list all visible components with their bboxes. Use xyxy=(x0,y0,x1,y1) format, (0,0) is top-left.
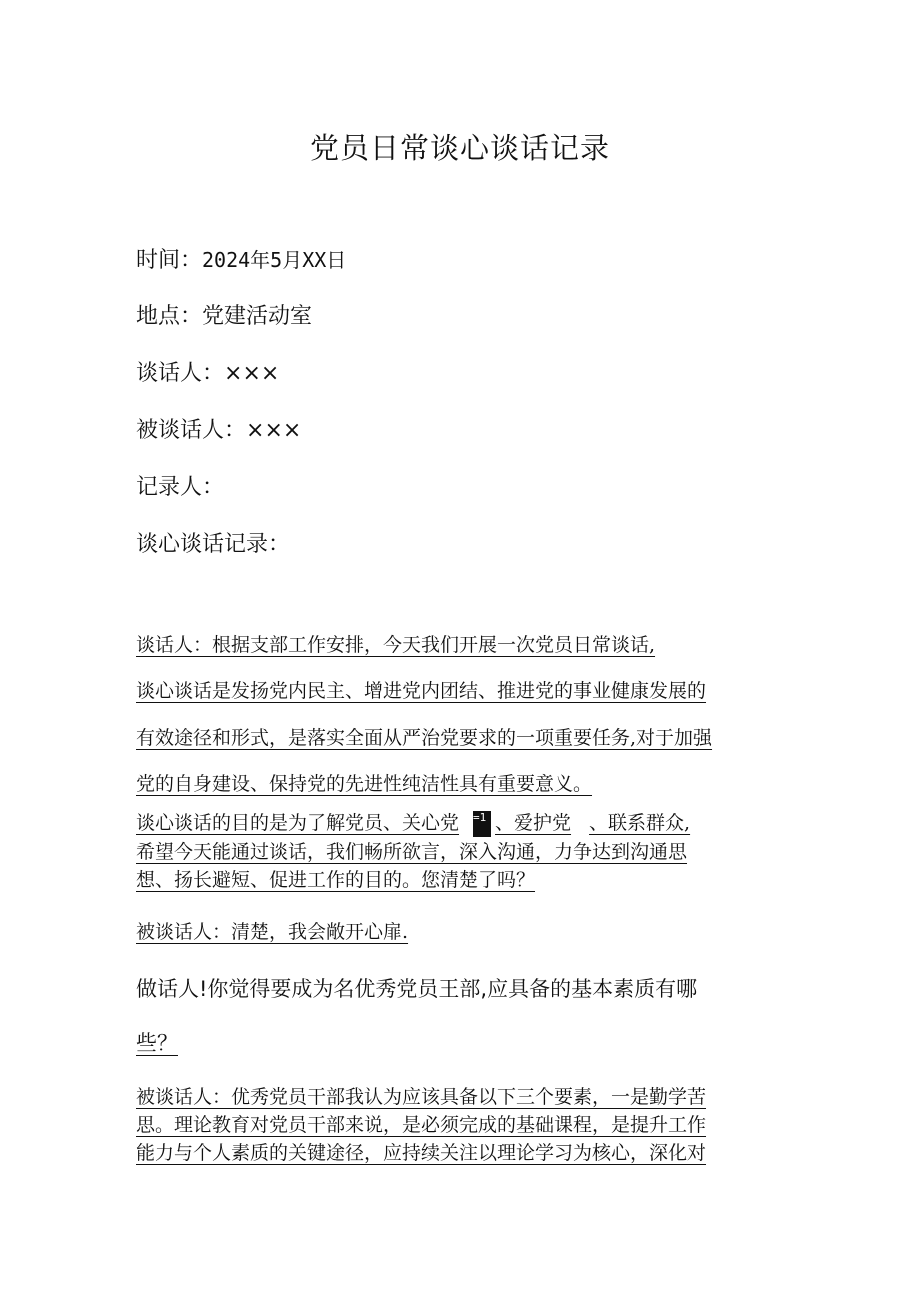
meta-recorder xyxy=(136,474,224,502)
meta-time xyxy=(136,246,346,275)
recorder-label: 记录人： xyxy=(136,475,225,500)
time-value: 2024年5月XX日 xyxy=(202,248,347,272)
paragraph-2-line-3: 想、扬长避短、促进工作的目的。您清楚了吗？ xyxy=(136,869,536,891)
listener-value: ××× xyxy=(246,418,302,443)
paragraph-2-text-c: 、联系群众, xyxy=(589,812,691,834)
paragraph-1-line-4: 党的自身建设、保持党的先进性纯洁性具有重要意义。 xyxy=(136,773,593,795)
paragraph-2-line-1 xyxy=(136,808,690,837)
meta-listener xyxy=(136,417,301,445)
paragraph-3: 被谈话人：清楚，我会敞开心扉. xyxy=(136,921,409,943)
paragraph-1-line-3: 有效途径和形式，是落实全面从严治党要求的一项重要任务,对于加强 xyxy=(136,727,713,749)
paragraph-4-line-1: 做话人!你觉得要成为名优秀党员王部,应具备的基本素质有哪 xyxy=(136,977,698,1001)
record-label: 谈心谈话记录： xyxy=(136,532,291,557)
meta-record xyxy=(136,531,290,559)
paragraph-5-line-1: 被谈话人：优秀党员干部我认为应该具备以下三个要素，一是勤学苦 xyxy=(136,1086,707,1108)
garbled-glyph: =1 4 xyxy=(473,811,491,837)
meta-speaker xyxy=(136,360,279,388)
document-title: 党员日常谈心谈话记录 xyxy=(309,131,610,165)
speaker-value: ××× xyxy=(224,361,280,386)
listener-label: 被谈话人： xyxy=(136,418,247,443)
paragraph-5-line-2: 思。理论教育对党员干部来说，是必须完成的基础课程，是提升工作 xyxy=(136,1114,707,1136)
place-label: 地点： xyxy=(136,304,203,329)
paragraph-1-line-1: 谈话人：根据支部工作安排，今天我们开展一次党员日常谈话, xyxy=(136,634,656,656)
paragraph-4-line-2: 些？ xyxy=(136,1031,178,1055)
place-value: 党建活动室 xyxy=(202,304,313,329)
paragraph-5-line-3: 能力与个人素质的关键途径，应持续关注以理论学习为核心，深化对 xyxy=(136,1142,707,1164)
paragraph-2-text-b: 、爱护党 xyxy=(495,812,572,834)
time-label: 时间： xyxy=(136,248,203,273)
paragraph-2-line-2: 希望今天能通过谈话，我们畅所欲言，深入沟通，力争达到沟通思 xyxy=(136,841,688,863)
meta-place xyxy=(136,303,312,331)
paragraph-2-text-a: 谈心谈话的目的是为了解党员、关心党 xyxy=(136,812,460,834)
speaker-label: 谈话人： xyxy=(136,361,225,386)
paragraph-1-line-2: 谈心谈话是发扬党内民主、增进党内团结、推进党的事业健康发展的 xyxy=(136,680,707,702)
